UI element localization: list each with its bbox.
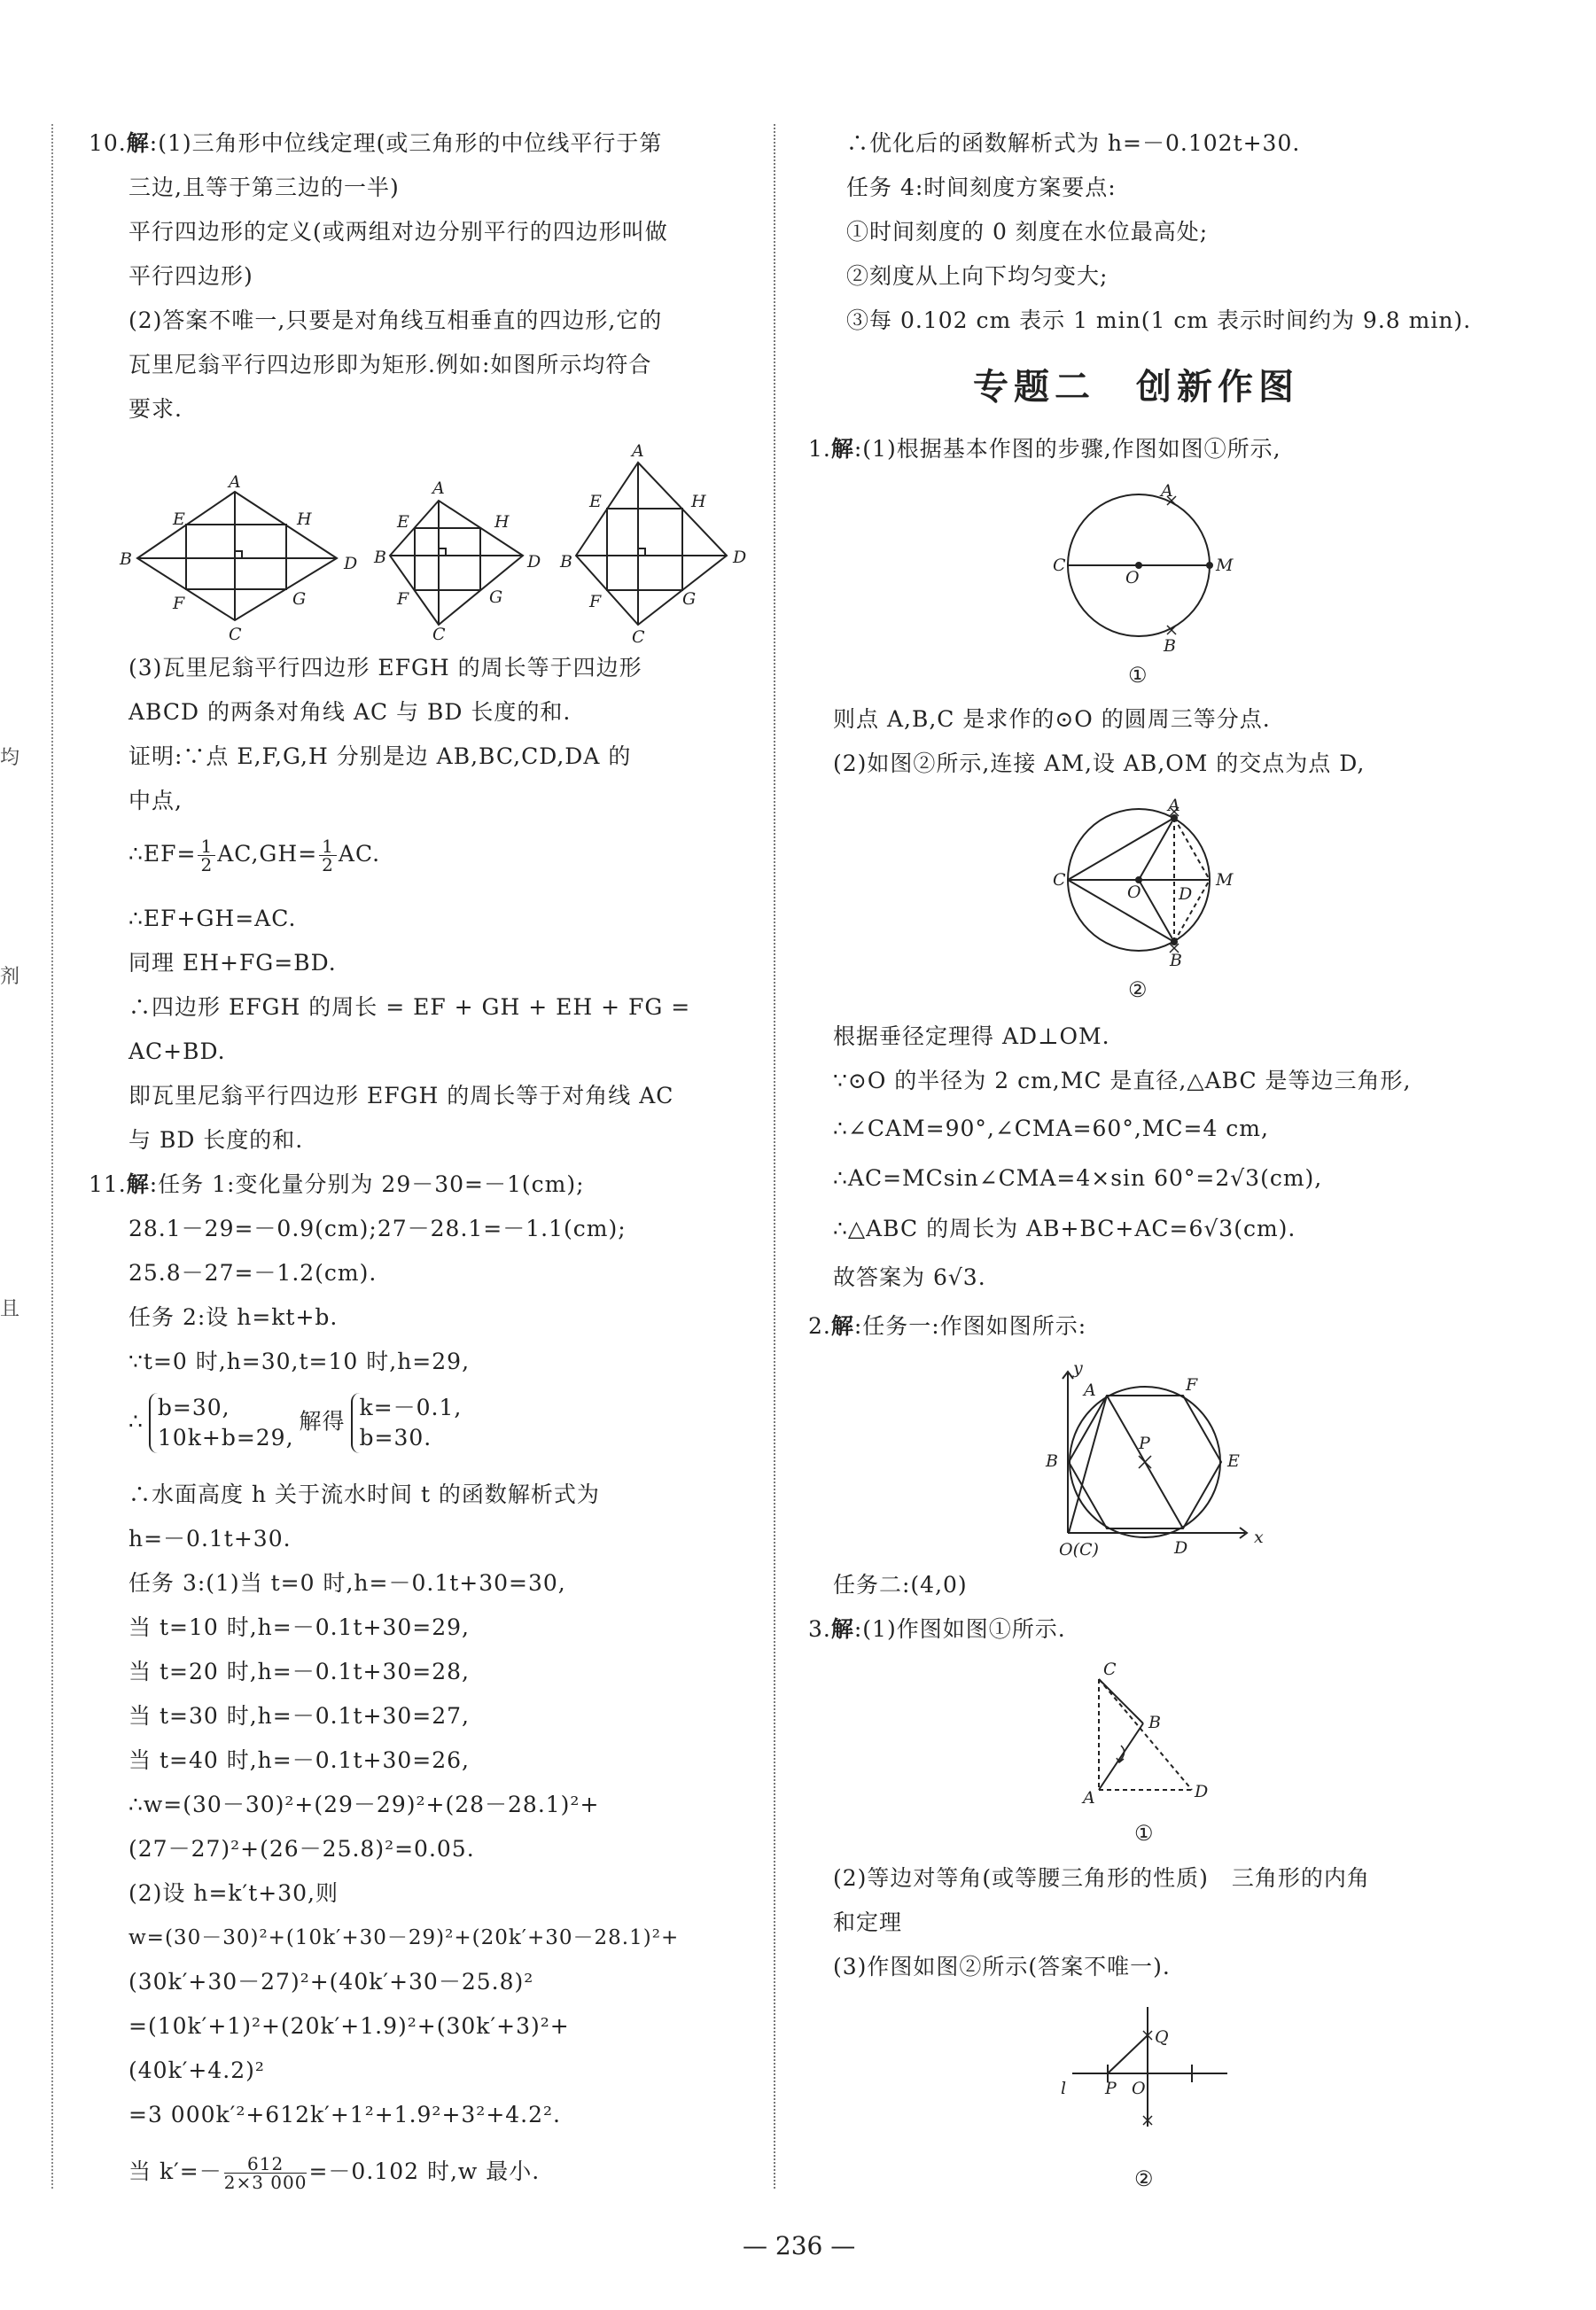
text-line: 同理 EH+FG=BD. bbox=[128, 950, 337, 976]
text-line: ③每 0.102 cm 表示 1 min(1 cm 表示时间约为 9.8 min). bbox=[846, 307, 1472, 333]
edge-char: 均 bbox=[0, 747, 20, 769]
label-m: M bbox=[1216, 870, 1234, 890]
label-b: B bbox=[374, 548, 386, 567]
text-line: =3 000k′²+612k′+1²+1.9²+3²+4.2². bbox=[128, 2102, 562, 2127]
text-line: ABCD 的两条对角线 AC 与 BD 长度的和. bbox=[128, 699, 572, 725]
label-b: B bbox=[1164, 636, 1176, 656]
text-line: ∴△ABC 的周长为 AB+BC+AC=6√3(cm). bbox=[833, 1216, 1296, 1241]
label-d: D bbox=[733, 548, 747, 567]
label-d: D bbox=[1195, 1782, 1209, 1801]
fraction-half: $\frac{1}{2}$ bbox=[198, 837, 215, 874]
label-h: H bbox=[691, 492, 706, 511]
text-line: 平行四边形) bbox=[128, 263, 253, 289]
label-a: A bbox=[1161, 481, 1173, 501]
figure-caption: ① bbox=[1128, 663, 1148, 688]
label-m: M bbox=[1216, 556, 1234, 575]
label-f: F bbox=[589, 592, 602, 611]
label-c: C bbox=[1103, 1660, 1117, 1679]
label-c: C bbox=[432, 625, 446, 644]
label-c: C bbox=[229, 625, 242, 644]
label-p: P bbox=[1139, 1434, 1150, 1453]
figure-perpendicular bbox=[1059, 1998, 1245, 2131]
text-line: AC+BD. bbox=[128, 1038, 226, 1064]
label-e: E bbox=[1227, 1451, 1240, 1471]
varignon-figures bbox=[115, 443, 762, 647]
label-o: O bbox=[1127, 883, 1141, 902]
text-line: 与 BD 长度的和. bbox=[128, 1127, 304, 1153]
label-f: F bbox=[173, 594, 185, 613]
text-line: =(10k′+1)²+(20k′+1.9)²+(30k′+3)²+ bbox=[128, 2013, 570, 2039]
label-d: D bbox=[527, 552, 541, 572]
label-c: C bbox=[1053, 870, 1066, 890]
text-line: ②刻度从上向下均匀变大; bbox=[846, 263, 1109, 289]
label-l: l bbox=[1061, 2079, 1067, 2098]
label-h: H bbox=[297, 509, 312, 529]
label-d: D bbox=[344, 554, 358, 573]
text-line: (2)等边对等角(或等腰三角形的性质) 三角形的内角 bbox=[833, 1865, 1370, 1891]
figure-caption: ① bbox=[1134, 1821, 1154, 1846]
label-b: B bbox=[1148, 1713, 1161, 1732]
fraction-k: $\frac{612}{2\times 3 000}$ bbox=[223, 2153, 308, 2193]
text-line: ∴四边形 EFGH 的周长 = EF + GH + EH + FG = bbox=[128, 994, 691, 1020]
text-line: (3)瓦里尼翁平行四边形 EFGH 的周长等于四边形 bbox=[128, 655, 642, 681]
label-b: B bbox=[1046, 1451, 1058, 1471]
label-b: B bbox=[560, 552, 572, 572]
label-q: Q bbox=[1155, 2027, 1169, 2047]
problem-11-line: 11.解:任务 1:变化量分别为 29－30=－1(cm); bbox=[89, 1171, 585, 1197]
text-line: 当 t=30 时,h=－0.1t+30=27, bbox=[128, 1703, 470, 1729]
figure-circle-1 bbox=[1046, 478, 1258, 656]
label-c: C bbox=[632, 627, 645, 647]
equation-system: b=30, 10k+b=29, bbox=[149, 1393, 294, 1453]
label-a: A bbox=[632, 441, 644, 461]
text-line: 瓦里尼翁平行四边形即为矩形.例如:如图所示均符合 bbox=[128, 352, 652, 377]
label-c: C bbox=[1053, 556, 1066, 575]
text-line: (2)答案不唯一,只要是对角线互相垂直的四边形,它的 bbox=[128, 307, 663, 333]
text-line: 任务 4:时间刻度方案要点: bbox=[846, 175, 1117, 200]
label-a: A bbox=[229, 472, 241, 492]
label-d: D bbox=[1174, 1538, 1188, 1558]
figure-hexagon bbox=[1041, 1358, 1264, 1559]
label-b: B bbox=[1170, 951, 1182, 970]
text-line: h=－0.1t+30. bbox=[128, 1526, 292, 1552]
label-g: G bbox=[292, 589, 307, 609]
equation-line: 当 k′=－ $\frac{612}{2\times 3 000}$ =－0.102 时,w 最小. bbox=[128, 2153, 541, 2193]
problem-2-line: 2.解:任务一:作图如图所示: bbox=[808, 1313, 1087, 1339]
equation-system: k=－0.1, b=30. bbox=[351, 1393, 463, 1453]
label-g: G bbox=[489, 587, 503, 607]
text-line: 和定理 bbox=[833, 1909, 903, 1935]
figure-caption: ② bbox=[1134, 2166, 1154, 2191]
page-left-border bbox=[51, 124, 53, 2189]
label-origin: O(C) bbox=[1059, 1540, 1099, 1559]
text-line: 28.1－29=－0.9(cm);27－28.1=－1.1(cm); bbox=[128, 1216, 627, 1241]
section-title: 专题二 创新作图 bbox=[973, 367, 1299, 408]
label-p: P bbox=[1105, 2079, 1117, 2098]
page-number: — 236 — bbox=[743, 2231, 856, 2260]
text-line: 三边,且等于第三边的一半) bbox=[128, 175, 400, 200]
text-line: ∵⊙O 的半径为 2 cm,MC 是直径,△ABC 是等边三角形, bbox=[833, 1068, 1412, 1093]
text-line: (3)作图如图②所示(答案不唯一). bbox=[833, 1954, 1171, 1979]
text-line: 即瓦里尼翁平行四边形 EFGH 的周长等于对角线 AC bbox=[128, 1083, 674, 1108]
label-d: D bbox=[1179, 884, 1193, 904]
text-line: ∴优化后的函数解析式为 h=－0.102t+30. bbox=[846, 130, 1301, 156]
label-f: F bbox=[1186, 1375, 1198, 1395]
label-a: A bbox=[1168, 796, 1180, 815]
label-e: E bbox=[173, 509, 185, 529]
label-o: O bbox=[1132, 2079, 1146, 2098]
text-line: 当 t=40 时,h=－0.1t+30=26, bbox=[128, 1747, 470, 1773]
text-line: 任务 2:设 h=kt+b. bbox=[128, 1304, 339, 1330]
text-line: (2)设 h=k′t+30,则 bbox=[128, 1880, 339, 1906]
text-line: ∴EF+GH=AC. bbox=[128, 906, 297, 931]
text-line: ∴∠CAM=90°,∠CMA=60°,MC=4 cm, bbox=[833, 1116, 1269, 1141]
label-a: A bbox=[1083, 1788, 1095, 1808]
label-h: H bbox=[494, 512, 510, 532]
text-line: 故答案为 6√3. bbox=[833, 1264, 986, 1290]
label-x: x bbox=[1254, 1528, 1264, 1547]
text-line: 则点 A,B,C 是求作的⊙O 的圆周三等分点. bbox=[833, 706, 1271, 732]
equation-system-line: ∴ b=30, 10k+b=29, 解得 k=－0.1, b=30. bbox=[128, 1393, 467, 1453]
text-line: 当 t=10 时,h=－0.1t+30=29, bbox=[128, 1614, 470, 1640]
text-line: 要求. bbox=[128, 396, 183, 422]
label-o: O bbox=[1125, 568, 1140, 587]
text-line: (27－27)²+(26－25.8)²=0.05. bbox=[128, 1836, 475, 1862]
figure-caption: ② bbox=[1128, 977, 1148, 1002]
equation-line: ∴EF= $\frac{1}{2}$ AC,GH= $\frac{1}{2}$ AC. bbox=[128, 836, 381, 875]
problem-1-line: 1.解:(1)根据基本作图的步骤,作图如图①所示, bbox=[808, 436, 1281, 462]
label-e: E bbox=[397, 512, 409, 532]
label-b: B bbox=[120, 549, 132, 569]
figure-circle-2 bbox=[1046, 793, 1258, 970]
text-line: 平行四边形的定义(或两组对边分别平行的四边形叫做 bbox=[128, 219, 668, 245]
text-line: (40k′+4.2)² bbox=[128, 2057, 265, 2083]
text-line: 25.8－27=－1.2(cm). bbox=[128, 1260, 378, 1286]
text-line: ∵t=0 时,h=30,t=10 时,h=29, bbox=[128, 1349, 471, 1374]
text-line: 证明:∵点 E,F,G,H 分别是边 AB,BC,CD,DA 的 bbox=[128, 743, 632, 769]
text-line: ①时间刻度的 0 刻度在水位最高处; bbox=[846, 219, 1209, 245]
label-a: A bbox=[432, 478, 445, 498]
label-a: A bbox=[1084, 1381, 1096, 1400]
text-line: (2)如图②所示,连接 AM,设 AB,OM 的交点为点 D, bbox=[833, 751, 1366, 776]
text-line: 任务二:(4,0) bbox=[833, 1572, 968, 1598]
text-line: ∴w=(30－30)²+(29－29)²+(28－28.1)²+ bbox=[128, 1792, 600, 1817]
text-line: 根据垂径定理得 AD⊥OM. bbox=[833, 1023, 1110, 1049]
problem-3-line: 3.解:(1)作图如图①所示. bbox=[808, 1616, 1066, 1642]
text-line: 任务 3:(1)当 t=0 时,h=－0.1t+30=30, bbox=[128, 1570, 566, 1596]
column-divider bbox=[774, 124, 775, 2189]
text-line: 中点, bbox=[128, 788, 183, 813]
edge-char: 且 bbox=[0, 1298, 20, 1320]
label-g: G bbox=[682, 589, 697, 609]
text-line: ∴AC=MCsin∠CMA=4×sin 60°=2√3(cm), bbox=[833, 1165, 1323, 1191]
label-e: E bbox=[589, 492, 602, 511]
text-line: w=(30－30)²+(10k′+30－29)²+(20k′+30－28.1)²+ bbox=[128, 1926, 680, 1949]
fraction-half: $\frac{1}{2}$ bbox=[319, 837, 337, 874]
problem-10-line: 10.解:(1)三角形中位线定理(或三角形的中位线平行于第 bbox=[89, 130, 663, 156]
text-line: ∴水面高度 h 关于流水时间 t 的函数解析式为 bbox=[128, 1482, 600, 1507]
label-f: F bbox=[397, 589, 409, 609]
figure-triangle bbox=[1081, 1657, 1223, 1808]
text-line: (30k′+30－27)²+(40k′+30－25.8)² bbox=[128, 1969, 534, 1995]
text-line: 当 t=20 时,h=－0.1t+30=28, bbox=[128, 1659, 470, 1684]
edge-char: 剂 bbox=[0, 966, 20, 988]
label-y: y bbox=[1073, 1358, 1083, 1378]
